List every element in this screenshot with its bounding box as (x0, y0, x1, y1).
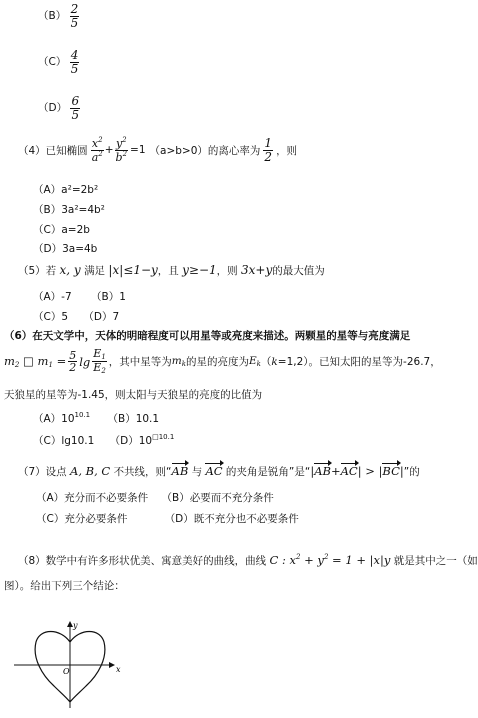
q4-option-b: （B）3a²=4b² (33, 204, 105, 216)
q4-option-c: （C）a=2b (33, 224, 90, 236)
q5-options-2: （C）5 （D）7 (33, 311, 120, 323)
q6-formula-line: $m_2$ □ $m_1$ = $\frac{5}{2}$ lg $\frac{E_1}{E_2}$ ，其中星等为 $m_k$ 的星的亮度为 $E_k$ （ k =1,2 ）。已知太阳的星等为-26.7， (4, 347, 441, 376)
q5-cond2: ，且 (157, 265, 179, 277)
option-label: （C） (38, 56, 67, 69)
q6-options-2: （C）lg10.1 $(D)10^{□10.1}$ (33, 433, 175, 447)
q4-ellipse-y-term: $\frac{y^2}{b^2}$ (115, 136, 128, 164)
origin-label: O (63, 667, 70, 676)
option-fraction: $\frac{6}{5}$ (71, 94, 80, 122)
q6-mid2: 的星的亮度为 (186, 356, 249, 369)
q5-options: （A）-7 （B）1 (33, 291, 126, 303)
option-fraction: $\frac{4}{5}$ (70, 48, 79, 76)
q8-line2: 图）。给出下列三个结论： (4, 580, 125, 592)
question-4: （4）已知椭圆 $\frac{x^2}{a^2}$ + $\frac{y^2}{b^2}$ =1 （a>b>0）的离心率为 $\frac{1}{2}$ ，则 (18, 136, 298, 164)
heart-curve-figure (14, 620, 124, 710)
question-8: （8）数学中有许多形状优美、寓意美好的曲线，曲线 C : $x^2 + y^2 = 1 + |x|y$ 就是其中之一（如 (18, 553, 478, 567)
q6-mid1: ，其中星等为 (108, 356, 172, 369)
q6-line1: （6）在天文学中，天体的明暗程度可以用星等或亮度来描述。两颗星的星等与亮度满足 (4, 330, 411, 342)
q5-prefix: （5）若 (18, 265, 57, 277)
q4-prefix: （4）已知椭圆 (18, 144, 88, 157)
q5-inequality: |x|≤1−y (108, 263, 158, 277)
q4-suffix: ，则 (276, 144, 298, 157)
axis-label-x: x (116, 665, 121, 674)
q4-option-a: （A）a²=2b² (33, 184, 99, 196)
option-c (38, 49, 79, 75)
option-label: （B） (38, 10, 67, 23)
q5-mid: 满足 (84, 265, 106, 277)
axis-label-y: y (73, 621, 78, 630)
q6-options-1: $(A)10^{10.1}$ （B）10.1 (33, 411, 160, 425)
option-d (38, 95, 80, 121)
option-label: （D） (38, 102, 68, 115)
q5-tail2: 的最大值为 (272, 265, 325, 277)
question-5: （5）若 x, y 满足 |x|≤1−y，且 y≥−1，则 3x+y的最大值为 (18, 263, 325, 277)
q7-options-2: （C）充分必要条件 （D）既不充分也不必要条件 (36, 513, 299, 525)
q4-eccentricity: $\frac{1}{2}$ (264, 136, 273, 164)
q4-option-d: （D）3a=4b (33, 243, 98, 255)
q7-options-1: （A）充分而不必要条件 （B）必要而不充分条件 (36, 492, 274, 504)
option-b (38, 3, 79, 29)
q6-line3: 天狼星的星等为-1.45，则太阳与天狼星的亮度的比值为 (4, 389, 263, 401)
q6-mid4: ）。已知太阳的星等为-26.7， (303, 356, 441, 369)
option-fraction: $\frac{2}{5}$ (70, 2, 79, 30)
q5-tail: ，则 (216, 265, 238, 277)
question-7: （7）设点 A, B, C 不共线，则“AB 与 AC 的夹角是锐角”是“|AB+AC| > |BC|”的 (18, 464, 420, 478)
q4-condition: （a>b>0）的离心率为 (149, 144, 261, 157)
q4-ellipse-x-term: $\frac{x^2}{a^2}$ (91, 136, 103, 164)
